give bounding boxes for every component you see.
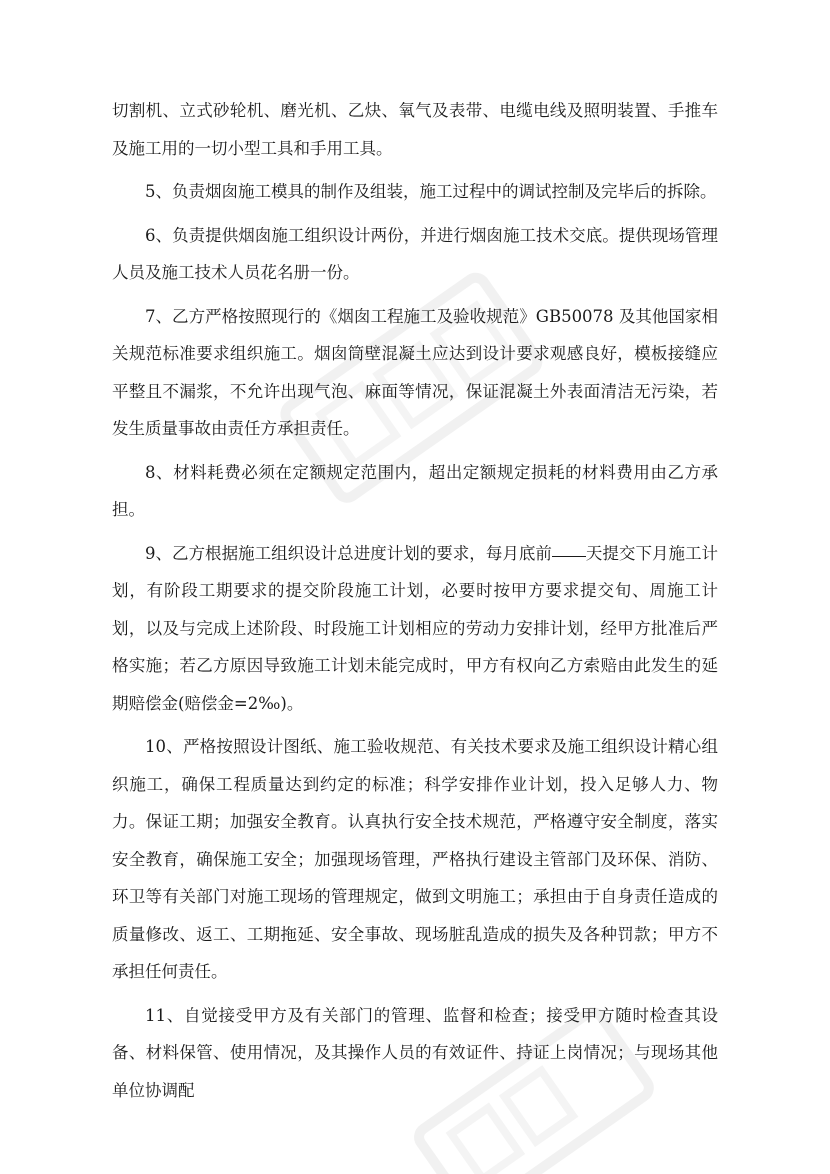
paragraph-item-9 <box>112 535 718 723</box>
fill-in-blank <box>552 555 586 557</box>
paragraph-item-7: 7、乙方严格按照现行的《烟囱工程施工及验收规范》GB50078 及其他国家相关规范标准要求组织施工。烟囱筒壁混凝土应达到设计要求观感良好，模板接缝应平整且不漏浆，不允许出现气泡、麻面等情况，保证混凝土外表面清洁无污染，若发生质量事故由责任方承担责任。 <box>112 306 718 438</box>
paragraph-item-8: 8、材料耗费必须在定额规定范围内，超出定额规定损耗的材料费用由乙方承担。 <box>112 462 718 519</box>
paragraph-item-9-part-1: 9、乙方根据施工组织设计总进度计划的要求，每月底前 <box>145 543 552 563</box>
document-body <box>112 92 718 1115</box>
paragraph-item-10: 10、严格按照设计图纸、施工验收规范、有关技术要求及施工组织设计精心组织施工，确保工程质量达到约定的标准；科学安排作业计划，投入足够人力、物力。保证工期；加强安全教育。认真执行安全技术规范，严格遵守安全制度，落实安全教育，确保施工安全；加强现场管理，严格执行建设主管部门及环保、消防、环卫等有关部门对施工现场的管理规定，做到文明施工；承担由于自身责任造成的质量修改、返工、工期拖延、安全事故、现场脏乱造成的损失及各种罚款；甲方不承担任何责任。 <box>112 737 718 981</box>
paragraph-item-6: 6、负责提供烟囱施工组织设计两份，并进行烟囱施工技术交底。提供现场管理人员及施工技术人员花名册一份。 <box>112 225 718 282</box>
paragraph-item-5: 5、负责烟囱施工模具的制作及组装，施工过程中的调试控制及完毕后的拆除。 <box>145 182 717 201</box>
paragraph-continued: 切割机、立式砂轮机、磨光机、乙炔、氧气及表带、电缆电线及照明装置、手推车及施工用的一切小型工具和手用工具。 <box>112 101 718 158</box>
paragraph-item-9-part-2: 天提交下月施工计划，有阶段工期要求的提交阶段施工计划，必要时按甲方要求提交旬、周施工计划，以及与完成上述阶段、时段施工计划相应的劳动力安排计划，经甲方批准后严格实施；若乙方原因导致施工计划未能完成时，甲方有权向乙方索赔由此发生的延期赔偿金(赔偿金=2‰)。 <box>112 543 719 713</box>
paragraph-item-11: 11、自觉接受甲方及有关部门的管理、监督和检查；接受甲方随时检查其设备、材料保管、使用情况，及其操作人员的有效证件、持证上岗情况；与现场其他单位协调配 <box>112 1005 718 1100</box>
